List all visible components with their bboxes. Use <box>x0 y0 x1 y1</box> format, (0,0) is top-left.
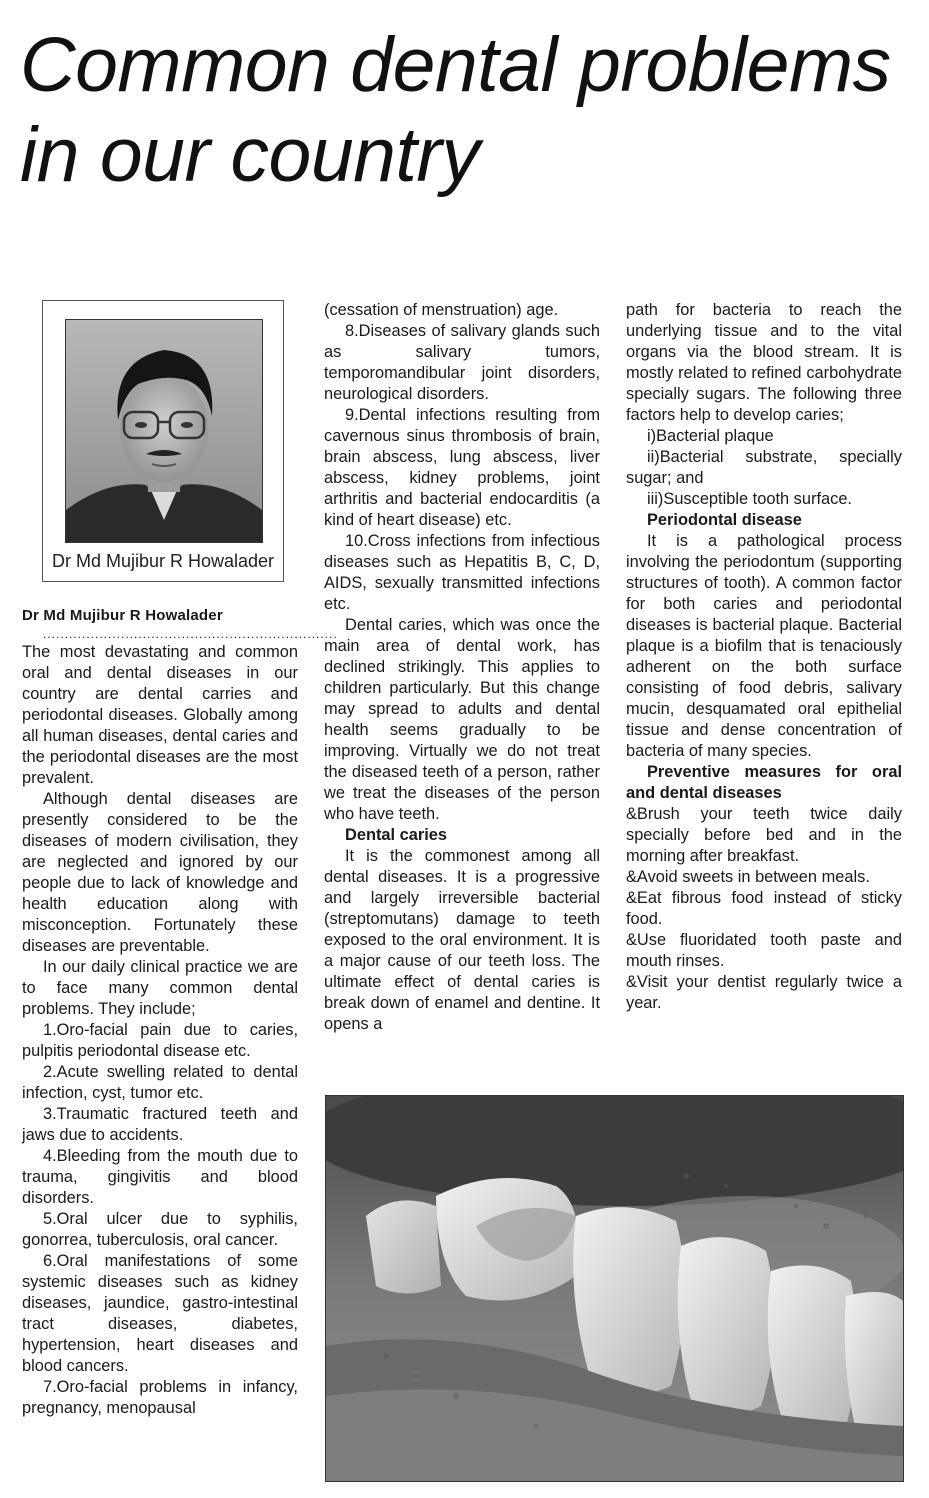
caries-paragraph: It is the commonest among all dental diseases. It is a progressive and largely irreversible bacterial (streptomutans) damage to teeth exposed to the oral environment. It is a major cause of our teeth loss. The ultimate effect of dental caries is break down of enamel and dentine. It opens a <box>324 847 600 1033</box>
list-item-continued: (cessation of menstruation) age. <box>324 301 559 319</box>
paragraph-2: Although dental diseases are presently considered to be the diseases of modern civilisation, they are neglected and ignored by our people due to lack of knowledge and health education along with misconception. Fortunately these diseases are preventable. <box>22 790 298 955</box>
byline-name: Mujibur R Howalader <box>69 607 223 624</box>
factor-item: i)Bacterial plaque <box>647 427 774 445</box>
column-3 <box>626 300 902 1014</box>
intro-paragraph: The most devastating and common oral and dental diseases in our country are dental carries and periodontal diseases. Globally among all human diseases, dental caries and the periodontal diseases are the most prevalent. <box>22 643 298 787</box>
byline-separator: .................................................................... <box>43 627 338 641</box>
article-headline <box>20 20 915 200</box>
section-heading-caries: Dental caries <box>345 826 448 844</box>
section-heading-periodontal: Periodontal disease <box>647 511 802 529</box>
author-portrait <box>65 319 263 543</box>
prevention-item: &Avoid sweets in between meals. <box>626 868 870 886</box>
list-item: 1.Oro-facial pain due to caries, pulpitis periodontal disease etc. <box>22 1021 298 1060</box>
list-item: 6.Oral manifestations of some systemic diseases such as kidney diseases, jaundice, gastro-intestinal tract diseases, diabetes, hypertension, heart diseases and blood cancers. <box>22 1252 298 1375</box>
periodontal-paragraph: It is a pathological process involving the periodontum (supporting structures of tooth). A common factor for both caries and periodontal diseases is bacterial plaque. Bacterial plaque is a biofilm that is tenaciously adherent on the both surface consisting of food debris, salivary mucin, desquamated oral epithelial tissue and dense concentration of bacteria of many species. <box>626 532 902 760</box>
prevention-item: &Use fluoridated tooth paste and mouth rinses. <box>626 931 902 970</box>
paragraph-3: In our daily clinical practice we are to face many common dental problems. They include; <box>22 958 298 1018</box>
byline-prefix: Dr Md <box>22 607 66 624</box>
teeth-photo <box>325 1095 904 1482</box>
photo-caption: Dr Md Mujibur R Howalader <box>51 551 275 571</box>
list-item: 9.Dental infections resulting from cavernous sinus thrombosis of brain, brain abscess, lung abscess, liver abscess, kidney problems, joint arthritis and bacterial endocarditis (a kind of heart disease) etc. <box>324 406 600 529</box>
list-item: 2.Acute swelling related to dental infection, cyst, tumor etc. <box>22 1063 298 1102</box>
section-heading-preventive: Preventive measures for oral and dental diseases <box>626 763 902 802</box>
list-item: 7.Oro-facial problems in infancy, pregnancy, menopausal <box>22 1378 298 1417</box>
factor-item: ii)Bacterial substrate, specially sugar; and <box>626 448 902 487</box>
prevention-item: &Eat fibrous food instead of sticky food. <box>626 889 902 928</box>
portrait-image <box>66 320 262 542</box>
headline-line-2: in our country <box>20 112 480 198</box>
list-item: 4.Bleeding from the mouth due to trauma, gingivitis and blood disorders. <box>22 1147 298 1207</box>
author-photo-box <box>42 300 284 582</box>
paragraph-4: Dental caries, which was once the main area of dental work, has declined strikingly. This applies to children particularly. But this change may spread to adults and dental health seems gradually to be improving. Virtually we do not treat the diseased teeth of a person, rather we treat the diseases of the person who have teeth. <box>324 616 600 823</box>
factor-item: iii)Susceptible tooth surface. <box>647 490 852 508</box>
prevention-item: &Brush your teeth twice daily specially before bed and in the morning after breakfast. <box>626 805 902 865</box>
teeth-image <box>326 1096 903 1481</box>
list-item: 10.Cross infections from infectious diseases such as Hepatitis B, C, D, AIDS, sexually transmitted infections etc. <box>324 532 600 613</box>
list-item: 3.Traumatic fractured teeth and jaws due to accidents. <box>22 1105 298 1144</box>
caries-paragraph-continued: path for bacteria to reach the underlying tissue and to the vital organs via the blood stream. It is mostly related to refined carbohydrate specially sugars. The following three factors help to develop caries; <box>626 301 902 424</box>
column-1 <box>22 605 338 1419</box>
list-item: 8.Diseases of salivary glands such as salivary tumors, temporomandibular joint disorders, neurological disorders. <box>324 322 600 403</box>
list-item: 5.Oral ulcer due to syphilis, gonorrea, tuberculosis, oral cancer. <box>22 1210 298 1249</box>
headline-line-1: Common dental problems <box>20 22 891 108</box>
column-2 <box>324 300 600 1035</box>
byline <box>22 605 298 626</box>
prevention-item: &Visit your dentist regularly twice a year. <box>626 973 902 1012</box>
